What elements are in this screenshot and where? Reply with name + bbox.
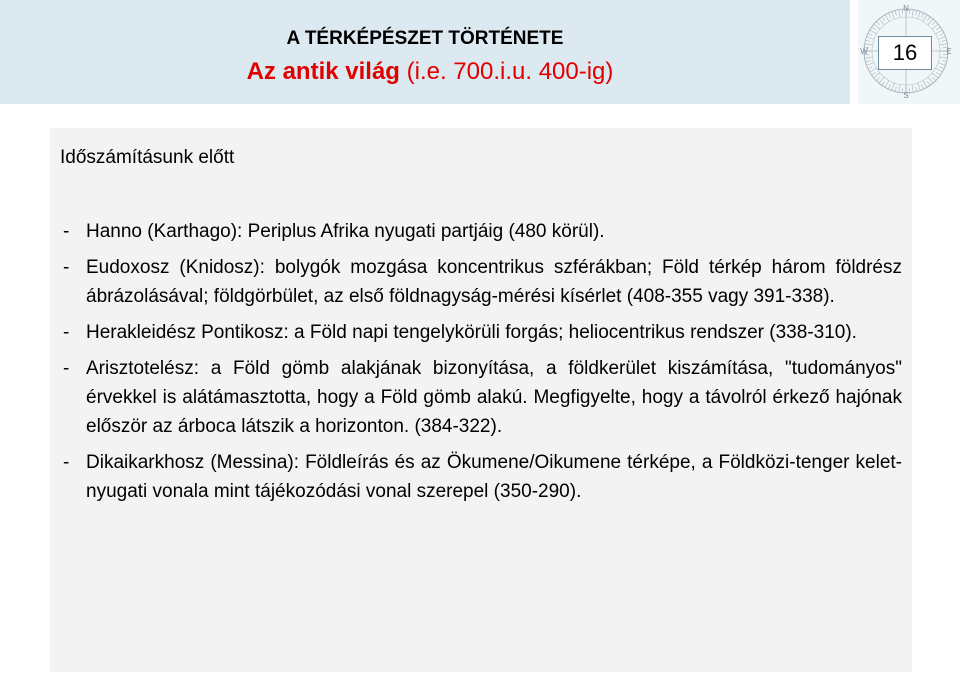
- list-item: - Dikaikarkhosz (Messina): Földleírás és az Ökumene/Oikumene térképe, a Földközi-tenger kelet-nyugati vonala mint tájékozódási vonal szerepel (350-290).: [60, 448, 902, 506]
- list-item: - Hanno (Karthago): Periplus Afrika nyugati partjáig (480 körül).: [60, 217, 902, 246]
- list-item: - Herakleidész Pontikosz: a Föld napi tengelykörüli forgás; heliocentrikus rendszer (338-310).: [60, 318, 902, 347]
- header-subtitle-rest: (i.e. 700.i.u. 400-ig): [399, 58, 614, 85]
- list-item: - Eudoxosz (Knidosz): bolygók mozgása koncentrikus szférákban; Föld térkép három földrész ábrázolásával; földgörbület, az első földnagyság-mérési kísérlet (408-355 vagy 391-338).: [60, 253, 902, 311]
- list-item: - Arisztotelész: a Föld gömb alakjának bizonyítása, a földkerület kiszámítása, "tudományos" érvekkel is alátámasztotta, hogy a Föld gömb alakú. Megfigyelte, hogy a távolról érkező hajónak először az árboca látszik a horizonton. (384-322).: [60, 354, 902, 441]
- bullet-list: [60, 217, 902, 513]
- section-heading: Időszámításunk előtt: [60, 147, 235, 168]
- compass-west-label: W: [860, 47, 868, 56]
- header-subtitle: [0, 58, 860, 86]
- page-number: 16: [878, 36, 932, 70]
- compass-north-label: N: [903, 4, 909, 13]
- header-band: [0, 0, 850, 104]
- header-title: A TÉRKÉPÉSZET TÖRTÉNETE: [286, 28, 564, 49]
- compass-south-label: S: [903, 91, 909, 100]
- header-subtitle-bold: Az antik világ: [246, 58, 400, 85]
- compass-east-label: E: [946, 47, 952, 56]
